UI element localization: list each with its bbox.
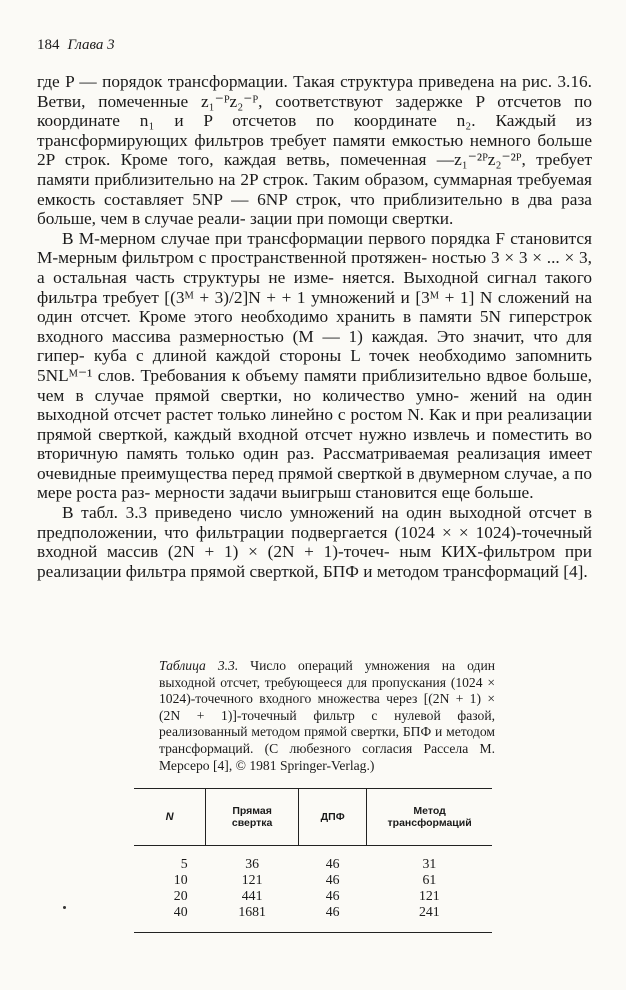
table-row bbox=[134, 872, 492, 888]
table-row bbox=[134, 888, 492, 904]
cell-n: 5 bbox=[180, 856, 188, 871]
multiplications-table bbox=[134, 788, 492, 933]
cell-direct: 1681 bbox=[206, 904, 299, 933]
text-line: жений на один выходной отсчет растет только линейно с ростом N. bbox=[37, 385, 592, 425]
caption-label: Таблица 3.3. bbox=[159, 658, 239, 673]
text-line: вдвое больше, чем в случае прямой свертки, но количество умно- bbox=[37, 365, 592, 405]
caption-line: фазой, реализованный методом прямой свертки, bbox=[159, 707, 496, 740]
body-text bbox=[37, 72, 592, 581]
text-line: раз. Рассматриваемая реализация имеет очевидные преимущества bbox=[37, 444, 592, 483]
table-caption bbox=[159, 658, 495, 774]
text-line: становится M-мерным фильтром с пространственной протяжен- bbox=[37, 228, 592, 268]
text-line: мерности задачи выигрыш становится еще больше. bbox=[154, 483, 534, 503]
text-line: ностью 3 × 3 × ... × 3, а остальная часть структуры не изме- bbox=[37, 248, 592, 287]
cell-transform: 31 bbox=[422, 856, 437, 871]
cell-direct: 121 bbox=[241, 872, 263, 887]
header-text: Прямая bbox=[232, 805, 272, 817]
text-line: —z₁⁻²ᴾz₂⁻²ᴾ, требует памяти приблизительно на 2P строк. Таким bbox=[37, 150, 592, 189]
page-header bbox=[37, 37, 115, 54]
cell-n: 40 bbox=[134, 904, 206, 933]
caption-line: выходной отсчет, требующееся для пропускания bbox=[159, 674, 446, 690]
paragraph-2 bbox=[37, 229, 592, 503]
text-line: этого необходимо хранить в памяти 5N гиперстрок входного bbox=[37, 307, 592, 346]
text-line: БПФ и методом трансформаций [4]. bbox=[322, 561, 588, 581]
text-line: из трансформирующих фильтров требует памяти емкостью немного bbox=[37, 111, 592, 150]
cell-n: 20 bbox=[173, 888, 188, 903]
header-fft: ДПФ bbox=[299, 789, 367, 846]
text-line: зации при помощи свертки. bbox=[250, 209, 454, 229]
table-row bbox=[134, 904, 492, 933]
cell-fft: 46 bbox=[325, 872, 340, 887]
cell-fft: 46 bbox=[325, 888, 340, 903]
text-line: массива размерностью (M — 1) каждая. Это значит, что для гипер- bbox=[37, 326, 592, 366]
text-line: В M-мерном случае при трансформации первого порядка F bbox=[62, 228, 505, 248]
text-line: В табл. 3.3 приведено число умножений на один выходной bbox=[62, 503, 522, 523]
header-direct-convolution bbox=[206, 789, 299, 846]
text-line: куба с длиной каждой стороны L точек необходимо запомнить bbox=[93, 346, 592, 366]
text-line: образом, суммарная требуемая емкость составляет 5NP — 6NP bbox=[37, 169, 592, 209]
page-number: 184 bbox=[37, 37, 60, 53]
text-line: + 1 умножений и [3ᴹ + 1] N сложений на один отсчет. Кроме bbox=[37, 287, 592, 327]
caption-line: [(2N + 1) × (2N + 1)]-точечный фильтр с нулевой bbox=[159, 691, 495, 723]
cell-transform: 241 bbox=[367, 904, 492, 933]
table-row bbox=[134, 846, 492, 873]
text-line: Как и при реализации прямой сверткой, каждый входной отсчет bbox=[37, 405, 592, 444]
caption-line: (1024 × 1024)-точечного входного множества через bbox=[159, 674, 495, 707]
paragraph-1 bbox=[37, 72, 592, 229]
table-header-row bbox=[134, 789, 492, 846]
print-speck bbox=[63, 906, 66, 909]
text-line: отсчет в предположении, что фильтрации подвергается (1024 × bbox=[37, 503, 592, 542]
chapter-title: Глава 3 bbox=[67, 37, 115, 53]
cell-fft: 46 bbox=[299, 904, 367, 933]
text-line: ным КИХ-фильтром при реализации фильтра прямой сверткой, bbox=[37, 542, 592, 581]
paragraph-3 bbox=[37, 503, 592, 581]
header-transform-method bbox=[367, 789, 492, 846]
text-line: нужно извлечь и поместить во вторичную память только один bbox=[37, 424, 592, 464]
header-n: N bbox=[134, 789, 206, 846]
cell-transform: 61 bbox=[422, 872, 437, 887]
text-line: × 1024)-точечный входной массив (2N + 1) × (2N + 1)-точеч- bbox=[37, 522, 592, 562]
cell-direct: 441 bbox=[241, 888, 263, 903]
cell-n: 10 bbox=[173, 872, 188, 887]
cell-transform: 121 bbox=[418, 888, 440, 903]
text-line: на рис. 3.16. Ветви, помеченные z₁⁻ᴾz₂⁻ᴾ, соответствуют задержке P bbox=[37, 72, 592, 111]
text-line: перед прямой сверткой в двумерном случае, а по мере роста раз- bbox=[37, 463, 592, 503]
caption-line: Число операций умножения на один bbox=[238, 658, 495, 673]
text-line: 5NLᴹ⁻¹ слов. Требования к объему памяти приблизительно bbox=[37, 365, 482, 385]
caption-line: Springer-Verlag.) bbox=[279, 757, 375, 773]
cell-direct: 36 bbox=[245, 856, 260, 871]
caption-line: БПФ и методом трансформаций. (С любезного bbox=[159, 724, 495, 756]
header-text: Метод bbox=[413, 805, 446, 817]
text-line: няется. Выходной сигнал такого фильтра требует [(3ᴹ + 3)/2]N + bbox=[37, 267, 593, 307]
header-text: трансформаций bbox=[387, 817, 472, 829]
text-line: строк, что приблизительно в два раза больше, чем в случае реали- bbox=[37, 189, 592, 229]
text-line: где P — порядок трансформации. Такая структура приведена bbox=[37, 72, 495, 91]
text-line: больше 2P строк. Кроме того, каждая ветвь, помеченная bbox=[37, 130, 592, 170]
cell-fft: 46 bbox=[325, 856, 340, 871]
header-text: свертка bbox=[231, 817, 273, 829]
caption-line: согласия Рассела М. Мерсеро [4], © 1981 bbox=[159, 740, 495, 773]
text-line: отсчетов по координате n₁ и P отсчетов по координате n₂. Каждый bbox=[37, 91, 592, 131]
